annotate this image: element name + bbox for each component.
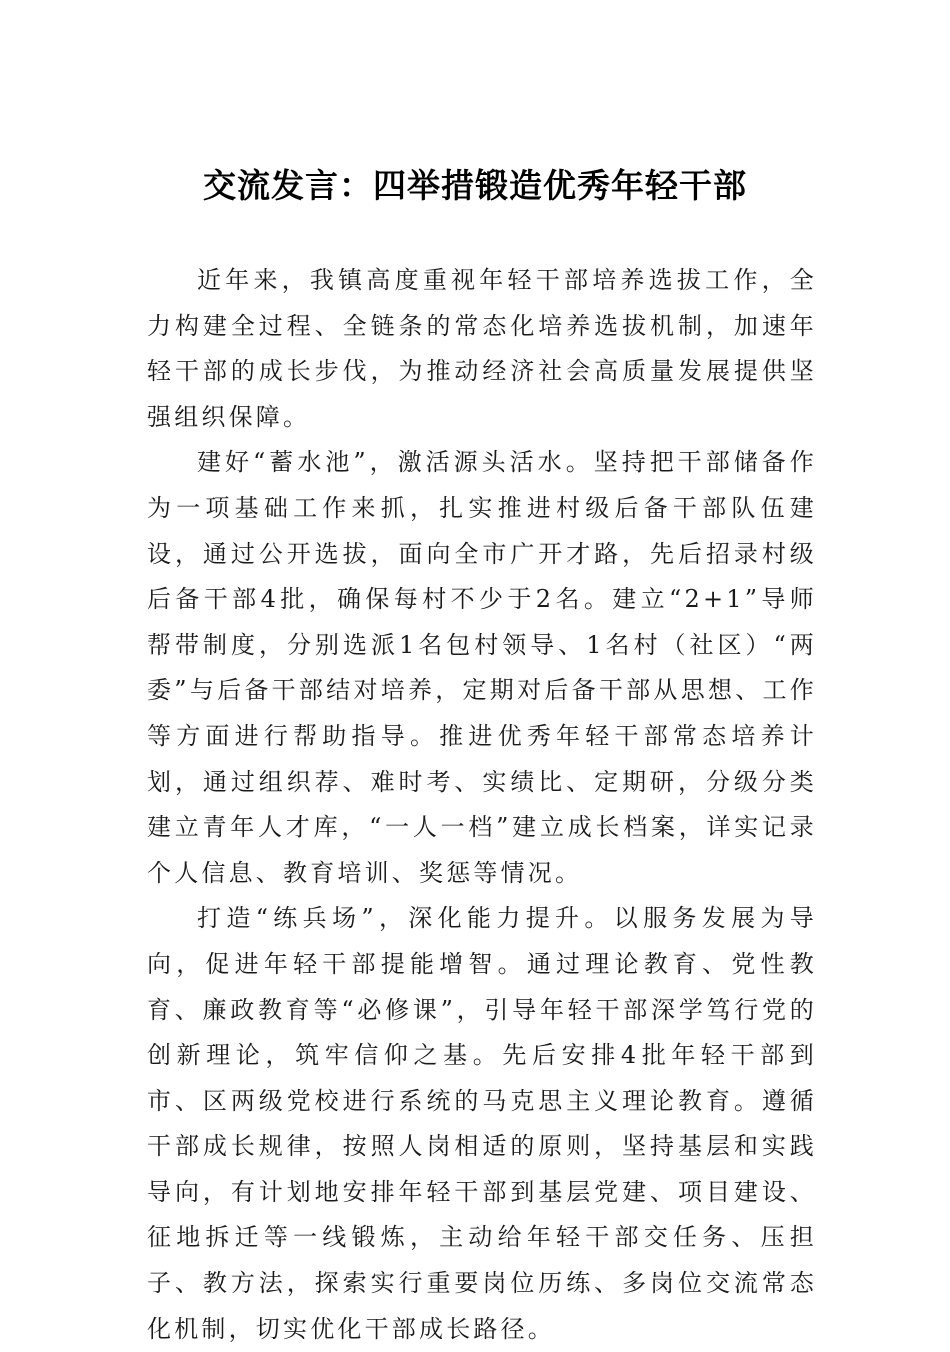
paragraph-intro: 近年来，我镇高度重视年轻干部培养选拔工作，全力构建全过程、全链条的常态化培养选拔机制，加速年轻干部的成长步伐，为推动经济社会高质量发展提供坚强组织保障。	[147, 266, 817, 431]
paragraph-reservoir: 建好“蓄水池”，激活源头活水。坚持把干部储备作为一项基础工作来抓，扎实推进村级后备干部队伍建设，通过公开选拔，面向全市广开才路，先后招录村级后备干部4批，确保每村不少于2名。建立“2+1”导师帮带制度，分别选派1名包村领导、1名村（社区）“两委”与后备干部结对培养，定期对后备干部从思想、工作等方面进行帮助指导。推进优秀年轻干部常态培养计划，通过组织荐、难时考、实绩比、定期研，分级分类建立青年人才库，“一人一档”建立成长档案，详实记录个人信息、教育培训、奖惩等情况。	[147, 448, 817, 887]
document-title: 交流发言：四举措锻造优秀年轻干部	[203, 166, 747, 205]
paragraph-training-ground: 打造“练兵场”，深化能力提升。以服务发展为导向，促进年轻干部提能增智。通过理论教育、党性教育、廉政教育等“必修课”，引导年轻干部深学笃行党的创新理论，筑牢信仰之基。先后安排4批年轻干部到市、区两级党校进行系统的马克思主义理论教育。遵循干部成长规律，按照人岗相适的原则，坚持基层和实践导向，有计划地安排年轻干部到基层党建、项目建设、征地拆迁等一线锻炼，主动给年轻干部交任务、压担子、教方法，探索实行重要岗位历练、多岗位交流常态化机制，切实优化干部成长路径。	[147, 904, 817, 1343]
document-body	[147, 258, 817, 1352]
